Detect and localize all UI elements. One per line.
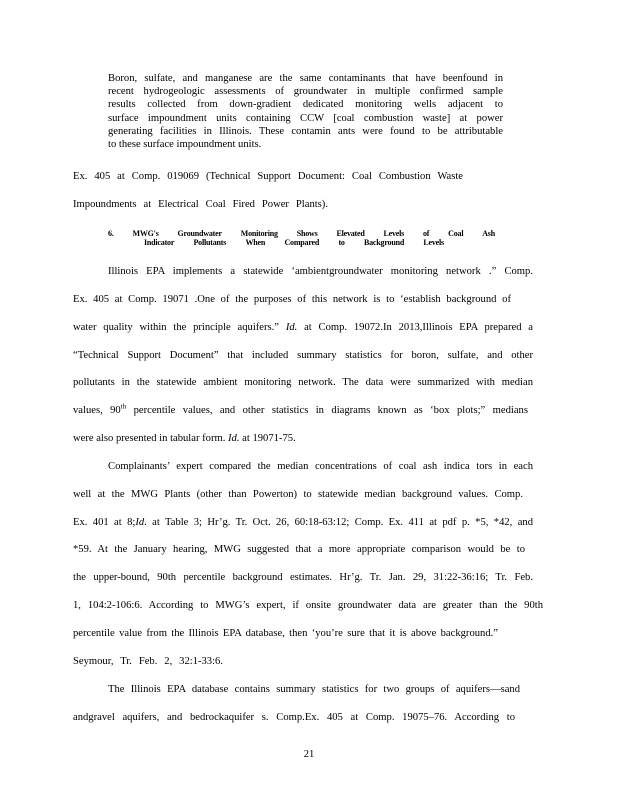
body-line: pollutants in the statewide ambient monitoring network. The data were summarized with median bbox=[73, 377, 533, 388]
section-heading: 6. MWG's Groundwater Monitoring Shows Elevated Levels of Coal Ash Indicator Pollutants When Compared to Background Levels bbox=[108, 229, 495, 247]
body-line: well at the MWG Plants (other than Powerton) to statewide median background values. Comp. bbox=[73, 489, 523, 500]
body-line: values, 90th percentile values, and other statistics in diagrams known as ‘box plots;” medians bbox=[73, 402, 528, 416]
body-line: Seymour, Tr. Feb. 2, 32:1-33:6. bbox=[73, 656, 223, 667]
body-line: the upper-bound, 90th percentile background estimates. Hr’g. Tr. Jan. 29, 31:22-36:16; Tr. Feb. bbox=[73, 572, 533, 583]
body-line: Illinois EPA implements a statewide ‘ambientgroundwater monitoring network .” Comp. bbox=[108, 266, 533, 277]
heading-number: 6. bbox=[108, 229, 114, 238]
body-line: 1, 104:2-106:6. According to MWG’s expert, if onsite groundwater data are greater than the 90th bbox=[73, 600, 543, 611]
quote-line: generating facilities in Illinois. These contamin ants were found to be attributable bbox=[108, 125, 503, 137]
body-line: percentile value from the Illinois EPA database, then ‘you’re sure that it is above background.” bbox=[73, 628, 498, 639]
quote-line: recent hydrogeologic assessments of groundwater in multiple confirmed sample bbox=[108, 86, 503, 98]
body-line: *59. At the January hearing, MWG suggested that a more appropriate comparison would be to bbox=[73, 544, 525, 555]
body-line: andgravel aquifers, and bedrockaquifer s. Comp.Ex. 405 at Comp. 19075–76. According to bbox=[73, 712, 515, 723]
block-quote bbox=[108, 72, 503, 151]
body-line: were also presented in tabular form. Id. at 19071-75. bbox=[73, 433, 296, 444]
body-line: The Illinois EPA database contains summary statistics for two groups of aquifers—sand bbox=[108, 684, 520, 695]
citation-line: Ex. 405 at Comp. 019069 (Technical Support Document: Coal Combustion Waste bbox=[73, 171, 463, 182]
body-line: “Technical Support Document” that included summary statistics for boron, sulfate, and other bbox=[73, 350, 533, 361]
quote-line: results collected from down-gradient dedicated monitoring wells adjacent to bbox=[108, 99, 503, 111]
body-line: Complainants’ expert compared the median concentrations of coal ash indica tors in each bbox=[108, 461, 533, 472]
quote-line: Boron, sulfate, and manganese are the same contaminants that have beenfound in bbox=[108, 73, 503, 84]
quote-line: surface impoundment units containing CCW [coal combustion waste] at power bbox=[108, 112, 503, 124]
body-line: water quality within the principle aquifers.” Id. at Comp. 19072.In 2013,Illinois EPA prepared a bbox=[73, 322, 534, 333]
quote-line: to these surface impoundment units. bbox=[108, 139, 262, 151]
citation-line: Impoundments at Electrical Coal Fired Power Plants). bbox=[73, 199, 328, 210]
body-line: Ex. 401 at 8;Id. at Table 3; Hr’g. Tr. Oct. 26, 60:18-63:12; Comp. Ex. 411 at pdf p. *5, *42, and bbox=[73, 517, 533, 528]
body-line: Ex. 405 at Comp. 19071 .One of the purposes of this network is to ‘establish background of bbox=[73, 294, 511, 305]
page-number: 21 bbox=[303, 749, 315, 760]
